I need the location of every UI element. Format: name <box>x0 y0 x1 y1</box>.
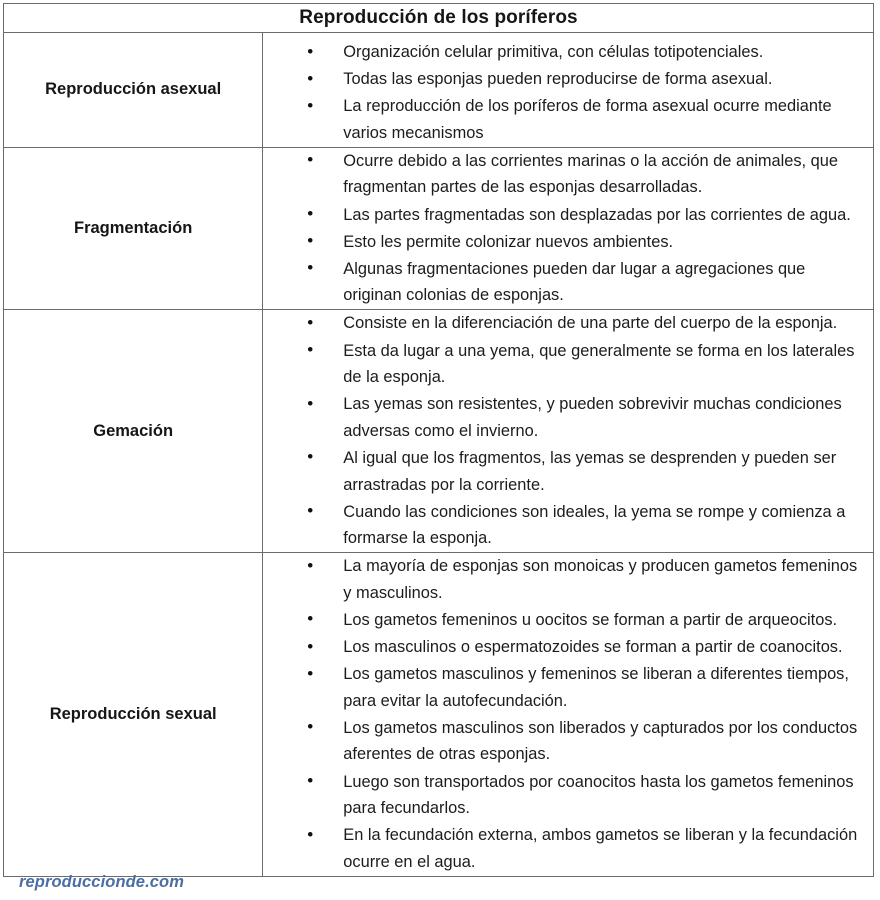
list-item: • Esta da lugar a una yema, que generalmente se forma en los laterales de la esponja. <box>263 338 873 391</box>
row-label: Reproducción asexual <box>45 80 222 99</box>
list-item: • Organización celular primitiva, con células totipotenciales. <box>263 39 873 66</box>
row-label-cell <box>4 310 263 553</box>
row-label-cell <box>4 553 263 877</box>
list-item: • Las yemas son resistentes, y pueden sobrevivir muchas condiciones adversas como el invierno. <box>263 391 873 444</box>
list-item: • La mayoría de esponjas son monoicas y producen gametos femeninos y masculinos. <box>263 553 873 606</box>
table-row <box>4 310 874 553</box>
list-item: • Las partes fragmentadas son desplazadas por las corrientes de agua. <box>263 202 873 229</box>
row-label: Gemación <box>93 421 174 440</box>
row-label-cell <box>4 147 263 310</box>
reproduction-table <box>3 3 874 877</box>
list-item: • Algunas fragmentaciones pueden dar lugar a agregaciones que originan colonias de esponjas. <box>263 256 873 309</box>
list-item: • Luego son transportados por coanocitos hasta los gametos femeninos para fecundarlos. <box>263 769 873 822</box>
row-label-cell <box>4 33 263 148</box>
list-item: • Los gametos masculinos y femeninos se liberan a diferentes tiempos, para evitar la autofecundación. <box>263 661 873 714</box>
list-item: • Los gametos masculinos son liberados y capturados por los conductos aferentes de otras esponjas. <box>263 715 873 768</box>
list-item: • Cuando las condiciones son ideales, la yema se rompe y comienza a formarse la esponja. <box>263 499 873 552</box>
table-row <box>4 147 874 310</box>
list-item <box>263 634 873 661</box>
list-item: • En la fecundación externa, ambos gametos se liberan y la fecundación ocurre en el agua. <box>263 822 873 875</box>
site-watermark: reproduccionde.com <box>19 873 184 891</box>
row-label: Fragmentación <box>74 219 193 238</box>
table-row <box>4 553 874 877</box>
bullet-list <box>263 310 873 551</box>
list-item: • Al igual que los fragmentos, las yemas se desprenden y pueden ser arrastradas por la corriente. <box>263 445 873 498</box>
bullet-list <box>263 553 873 875</box>
row-label: Reproducción sexual <box>49 705 217 724</box>
list-item-text: Los masculinos o espermatozoides se forman a partir de coanocitos. <box>343 638 843 657</box>
table-row <box>4 33 874 148</box>
bullet-list <box>263 39 873 146</box>
list-item: • Esto les permite colonizar nuevos ambientes. <box>263 229 873 256</box>
list-item: • La reproducción de los poríferos de forma asexual ocurre mediante varios mecanismos <box>263 93 873 146</box>
row-content-cell <box>263 310 874 553</box>
bullet-list <box>263 148 873 309</box>
list-item: • Consiste en la diferenciación de una parte del cuerpo de la esponja. <box>263 310 873 337</box>
row-content-cell <box>263 553 874 877</box>
list-item: • Los gametos femeninos u oocitos se forman a partir de arqueocitos. <box>263 607 873 634</box>
table-title: Reproducción de los poríferos <box>4 4 874 33</box>
list-item: • Ocurre debido a las corrientes marinas o la acción de animales, que fragmentan partes de las esponjas desarrolladas. <box>263 148 873 201</box>
row-content-cell <box>263 147 874 310</box>
table-title-row <box>4 4 874 33</box>
list-item: • Todas las esponjas pueden reproducirse de forma asexual. <box>263 66 873 93</box>
row-content-cell <box>263 33 874 148</box>
